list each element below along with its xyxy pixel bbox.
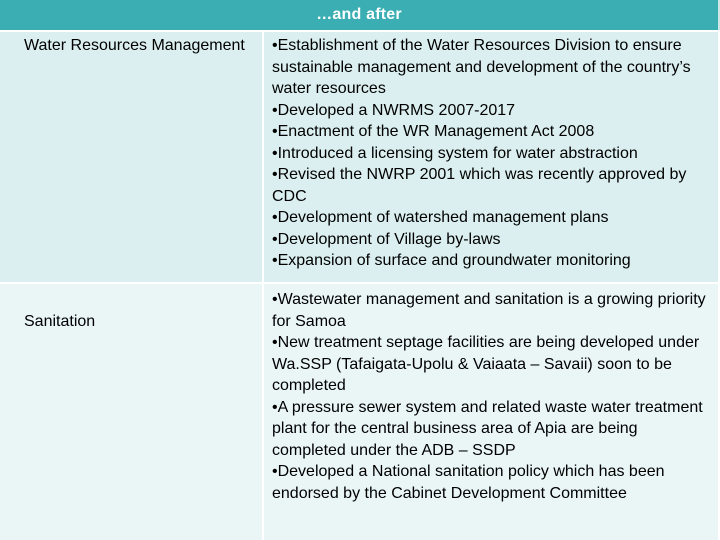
- column-divider: [262, 32, 264, 282]
- row-label: Water Resources Management: [24, 37, 245, 54]
- list-item: •Expansion of surface and groundwater monitoring: [272, 252, 631, 269]
- bullet-list: [272, 289, 712, 504]
- row-content: [264, 35, 718, 272]
- column-divider: [262, 284, 264, 540]
- list-item: •Wastewater management and sanitation is a growing priority for Samoa: [272, 291, 706, 330]
- list-item: •Enactment of the WR Management Act 2008: [272, 123, 595, 140]
- list-item: •Development of watershed management plans: [272, 209, 609, 226]
- row-label: Sanitation: [24, 313, 96, 330]
- list-item: •Introduced a licensing system for water abstraction: [272, 144, 638, 162]
- list-item: •New treatment septage facilities are being developed under Wa.SSP (Tafaigata-Upolu & Vaiaata – Savaii) soon to be completed: [272, 334, 700, 394]
- row-content: [264, 289, 718, 504]
- table-row: [0, 284, 718, 540]
- header-title: …and after: [316, 6, 402, 23]
- list-item: •Development of Village by-laws: [272, 230, 501, 248]
- list-item: •Establishment of the Water Resources Division to ensure sustainable management and development of the country’s water resources: [272, 37, 691, 97]
- list-item: •Developed a National sanitation policy which has been endorsed by the Cabinet Development Committee: [272, 463, 665, 502]
- table-header: [0, 0, 720, 30]
- table-row: [0, 32, 718, 282]
- list-item: •Developed a NWRMS 2007-2017: [272, 101, 516, 119]
- bullet-list: [272, 35, 712, 272]
- list-item: •A pressure sewer system and related waste water treatment plant for the central business area of Apia are being completed under the ADB – SSDP: [272, 398, 703, 459]
- list-item: •Revised the NWRP 2001 which was recently approved by CDC: [272, 166, 687, 205]
- comparison-table: [0, 32, 718, 540]
